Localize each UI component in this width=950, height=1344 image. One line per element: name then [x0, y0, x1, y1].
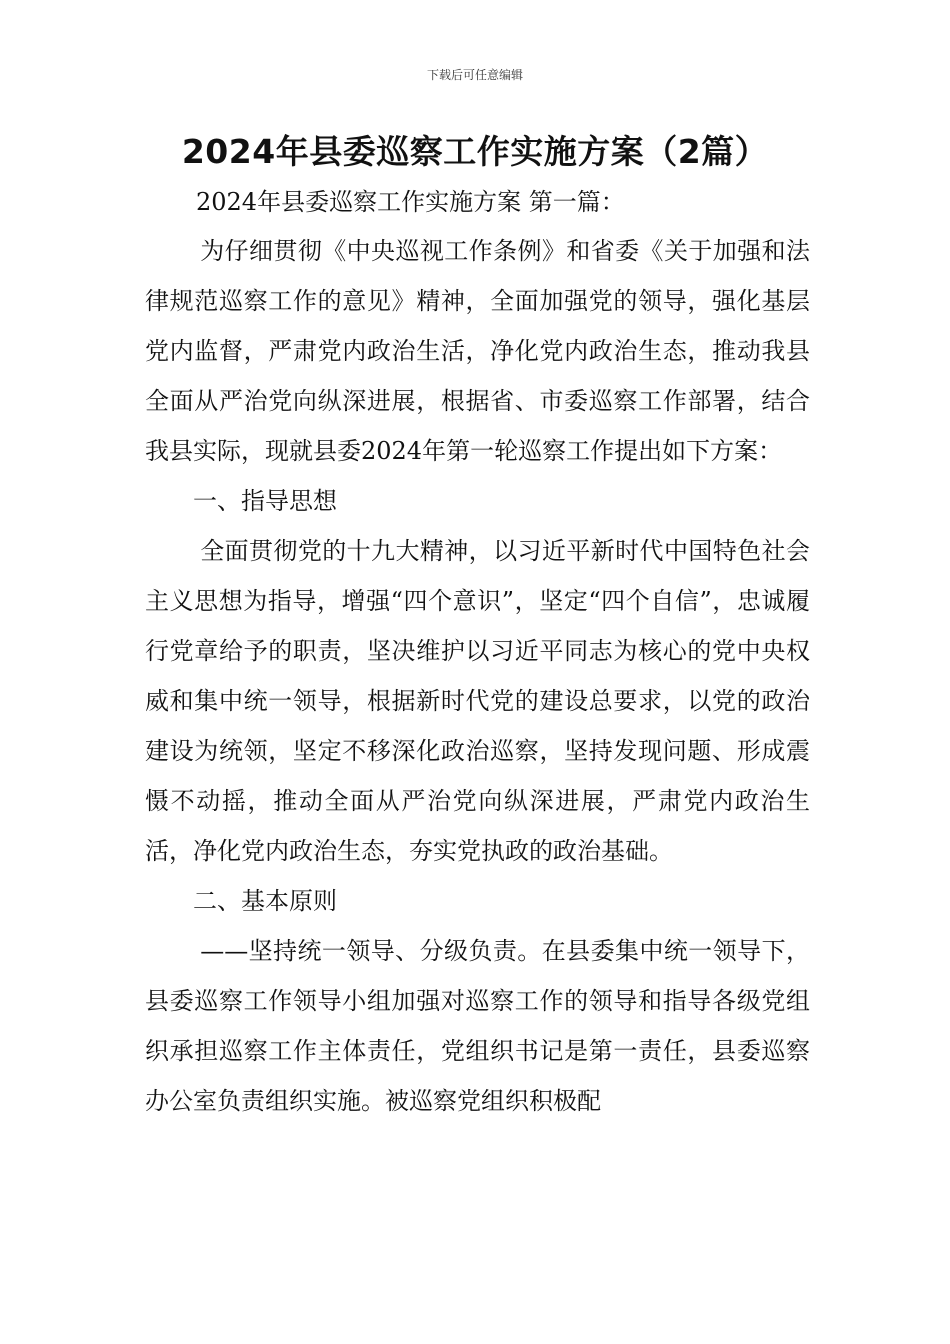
paragraph-intro: 为仔细贯彻《中央巡视工作条例》和省委《关于加强和法律规范巡察工作的意见》精神，全面加强党的领导，强化基层党内监督，严肃党内政治生活，净化党内政治生态，推动我县全面从严治党向纵深进展，根据省、市委巡察工作部署，结合我县实际，现就县委2024年第一轮巡察工作提出如下方案：	[145, 237, 810, 465]
document-body	[145, 226, 810, 1126]
document-subtitle: 2024年县委巡察工作实施方案 第一篇：	[196, 188, 625, 216]
paragraph-guiding-ideology: 全面贯彻党的十九大精神，以习近平新时代中国特色社会主义思想为指导，增强“四个意识”，坚定“四个自信”，忠诚履行党章给予的职责，坚决维护以习近平同志为核心的党中央权威和集中统一领导，根据新时代党的建设总要求，以党的政治建设为统领，坚定不移深化政治巡察，坚持发现问题、形成震慑不动摇，推动全面从严治党向纵深进展，严肃党内政治生活，净化党内政治生态，夯实党执政的政治基础。	[145, 537, 810, 865]
document-title: 2024年县委巡察工作实施方案（2篇）	[181, 132, 769, 171]
section-heading-guiding-ideology: 一、指导思想	[193, 487, 337, 515]
section-heading-basic-principles: 二、基本原则	[193, 887, 337, 915]
header-note: 下载后可任意编辑	[426, 68, 523, 82]
paragraph-principle-one: ——坚持统一领导、分级负责。在县委集中统一领导下，县委巡察工作领导小组加强对巡察工作的领导和指导各级党组织承担巡察工作主体责任，党组织书记是第一责任，县委巡察办公室负责组织实施。被巡察党组织积极配	[145, 937, 810, 1115]
